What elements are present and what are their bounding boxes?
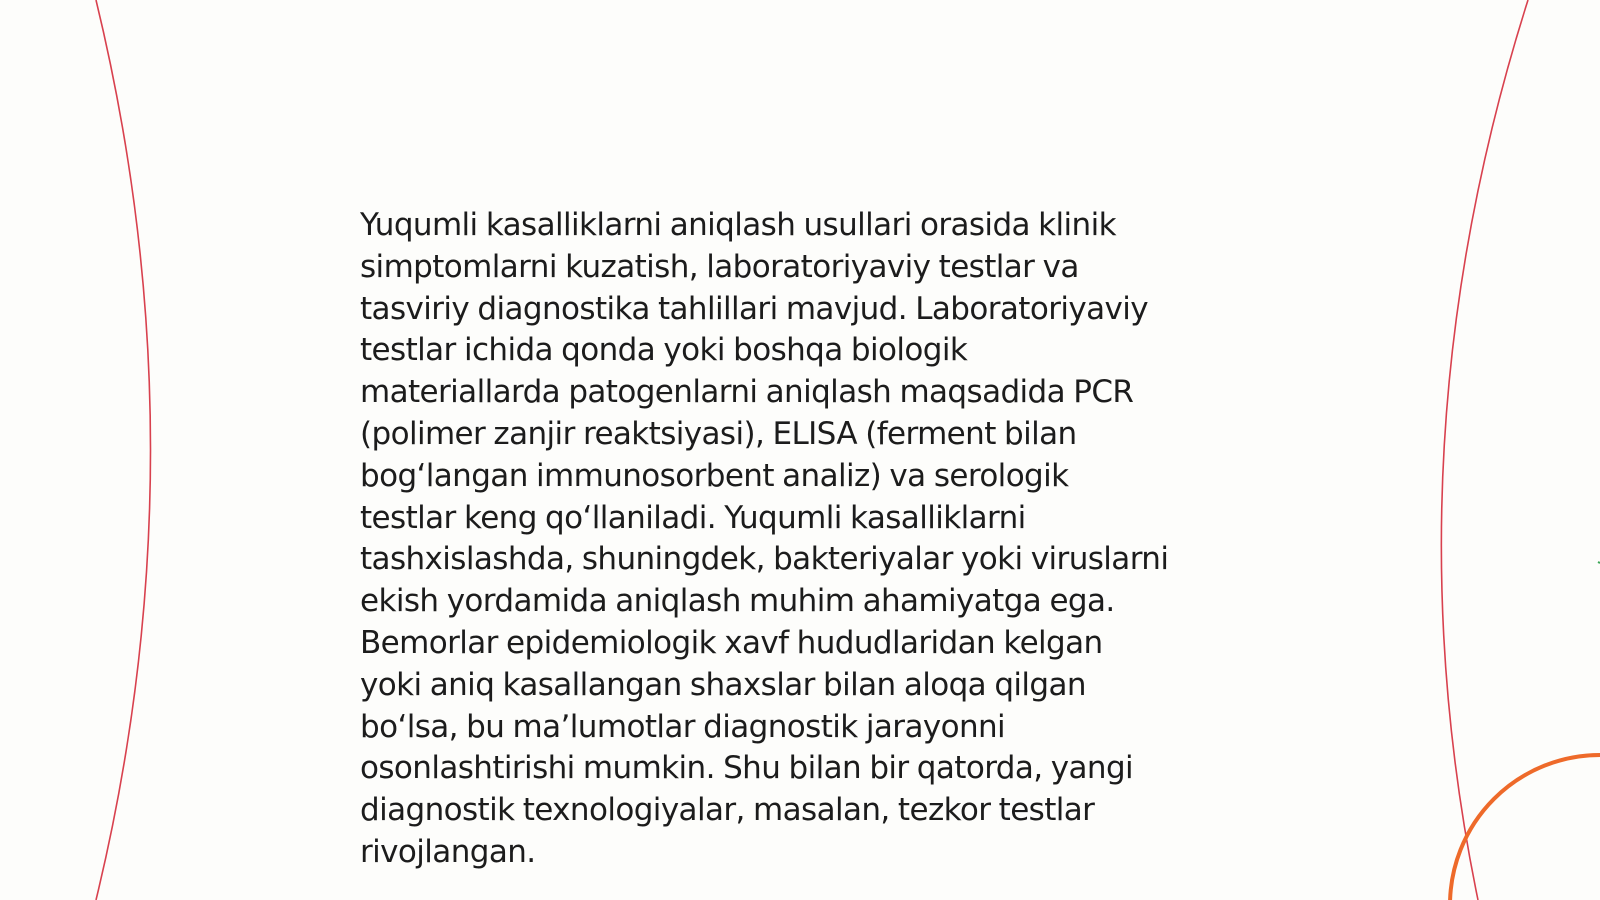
right-curve-line [1441, 0, 1528, 900]
orange-circle-outline [1450, 755, 1600, 900]
body-paragraph: Yuqumli kasalliklarni aniqlash usullari orasida klinik simptomlarni kuzatish, laboratoriyaviy testlar va tasviriy diagnostika tahlillari mavjud. Laboratoriyaviy testlar ichida qonda yoki boshqa biologik materiallarda patogenlarni aniqlash maqsadida PCR (polimer zanjir reaktsiyasi), ELISA (ferment bilan bog‘langan immunosorbent analiz) va serologik testlar keng qo‘llaniladi. Yuqumli kasalliklarni tashxislashda, shuningdek, bakteriyalar yoki viruslarni ekish yordamida aniqlash muhim ahamiyatga ega. Bemorlar epidemiologik xavf hududlaridan kelgan yoki aniq kasallangan shaxslar bilan aloqa qilgan bo‘lsa, bu ma’lumotlar diagnostik jarayonni osonlashtirishi mumkin. Shu bilan bir qatorda, yangi diagnostik texnologiyalar, masalan, tezkor testlar rivojlangan. [360, 207, 1169, 870]
left-curve-line [96, 0, 151, 900]
